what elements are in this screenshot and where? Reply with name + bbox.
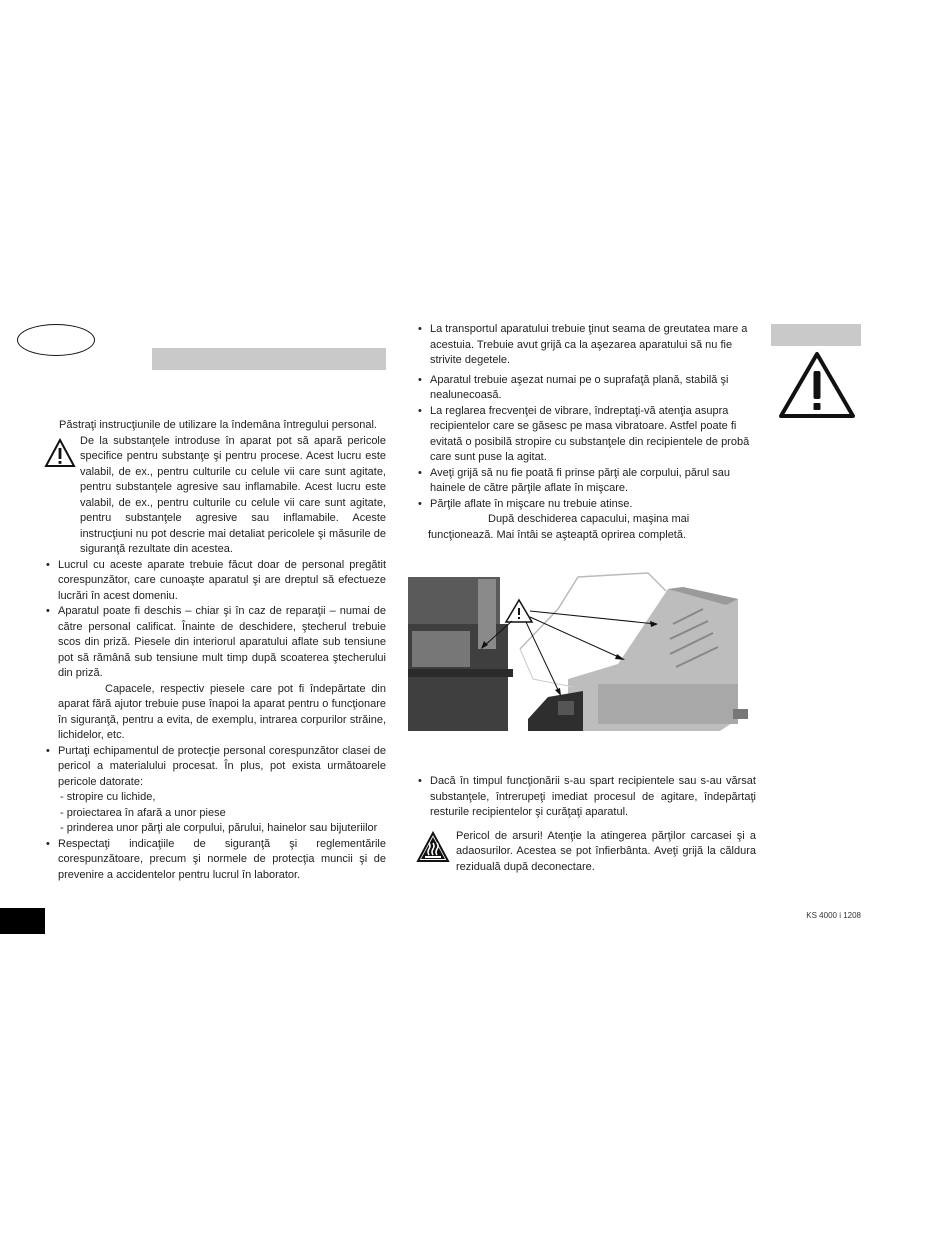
bullet-flat-surface: • Aparatul trebuie aşezat numai pe o suprafaţă plană, stabilă şi nealunecoasă. [416, 373, 756, 404]
page-tab-marker [0, 908, 45, 934]
covers-paragraph: Capacele, respectiv piesele care pot fi îndepărtate din aparat fără ajutor trebuie puse înapoi la aparat pentru o funcţionare în siguranţă, pentru a evita, de exemplu, intrarea corpurilor străine, lichidelor, etc. [58, 682, 386, 741]
hazard-list-item: - prinderea unor părţi ale corpului, părului, hainelor sau bijuteriilor [60, 822, 378, 834]
bullet-broken-containers: • Dacă în timpul funcţionării s-au spart recipientele sau s-au vărsat substanţele, întrerupeţi imediat procesul de agitare, îndepărtaţi resturile recipientelor şi curăţaţi aparatul. [416, 774, 756, 821]
hazard-list-item: - stropire cu lichide, [60, 791, 156, 803]
left-column [44, 418, 386, 883]
bullet-transport: • La transportul aparatului trebuie ţinut seama de greutatea mare a acestuia. Trebuie avut grijă ca la aşezarea aparatului să nu fie strivite degetele. [416, 322, 756, 369]
hazard-list-item: - proiectarea în afară a unor piese [60, 806, 226, 819]
bullet-moving-parts-caught: • Aveţi grijă să nu fie poată fi prinse părţi ale corpului, părul sau hainele de către părţile aflate în mişcare. [416, 466, 756, 497]
burn-warning-block [416, 829, 756, 876]
burn-warning-text: Pericol de arsuri! Atenţie la atingerea părţilor carcasei şi a adaosurilor. Acestea se pot înfierbânta. Aveţi grijă la căldura reziduală după deconectare. [456, 829, 756, 873]
bullet-qualified-opening: • Aparatul poate fi deschis – chiar şi în caz de reparaţii – numai de către personal calificat. Înainte de deschidere, ştecherul trebuie scos din priză. Piesele din interiorul aparatului aflate sub tensiune pot să rămână sub tensiune mult timp după scoaterea ştecherului din priză. [44, 604, 386, 682]
language-oval [17, 324, 95, 356]
warning-triangle-icon [778, 351, 856, 419]
hazard-list [44, 790, 386, 837]
section-title-bar [152, 348, 386, 370]
bullet-protective-equipment: • Purtaţi echipamentul de protecţie personal corespunzător clasei de pericol a materialului procesat. În plus, pot exista următoarele pericole datorate: [44, 744, 386, 791]
bullet-trained-personnel: • Lucrul cu aceste aparate trebuie făcut doar de personal pregătit corespunzător, care cunoaşte aparatul şi are dreptul să efectueze lucrări în acest domeniu. [44, 558, 386, 605]
right-column-lower [416, 774, 756, 875]
device-photo [408, 569, 748, 731]
right-column [416, 322, 756, 543]
bullet-safety-regulations: • Respectaţi indicaţiile de siguranţă şi reglementările corespunzătoare, precum şi normele de protecţia muncii şi de prevenire a accidentelor pentru lucrul în laborator. [44, 837, 386, 884]
lid-opening-paragraph: După deschiderea capacului, maşina mai funcţionează. Mai întâi se aşteaptă oprirea completă. [428, 513, 690, 541]
section-title-bar-right [771, 324, 861, 346]
bullet-vibration-frequency: • La reglarea frecvenţei de vibrare, îndreptaţi-vă atenţia asupra recipientelor care se găsesc pe masa vibratoare. Astfel poate fi evitată o posibilă stropire cu substanţele din recipientele de probă care sunt puse la agitat. [416, 404, 756, 466]
warning-triangle-icon [44, 438, 76, 468]
hazard-warning-block [44, 434, 386, 558]
intro-paragraph: Păstraţi instrucţiunile de utilizare la îndemâna întregului personal. [59, 419, 377, 431]
hazard-warning-text: De la substanţele introduse în aparat pot să apară pericole specifice pentru substanţe şi pentru procese. Acest lucru este valabil, de ex., pentru culturile cu celule vii care sunt agitate, pentru substanţele agresive sau inflamabile. Acest lucru este valabil, de ex., pentru culturile cu celule vii care sunt agitate, pentru substanţele agresive sau inflamabile. Aceste instrucţiuni nu pot descrie mai detaliat pericolele şi măsurile de siguranţă rezultate din acestea. [80, 434, 386, 555]
document-code: KS 4000 i 1208 [806, 911, 861, 920]
hot-surface-icon [416, 831, 450, 863]
bullet-moving-parts-touch: • Părţile aflate în mişcare nu trebuie atinse. [416, 497, 756, 513]
